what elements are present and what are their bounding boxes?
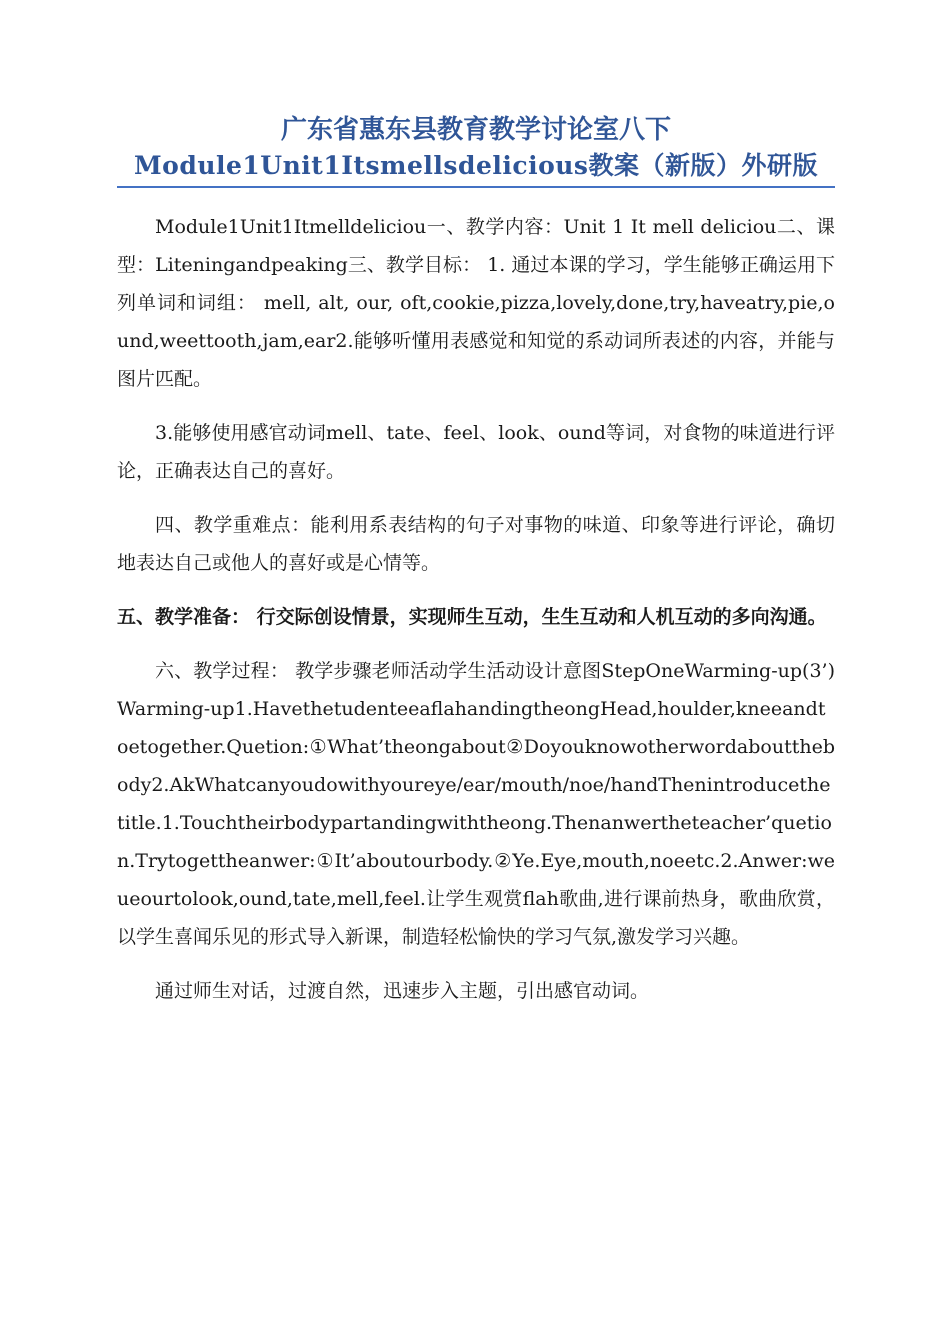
document-title bbox=[117, 112, 835, 188]
title-line-2: Module1Unit1Itsmellsdelicious教案（新版）外研版 bbox=[134, 151, 818, 180]
title-line-1: 广东省惠东县教育教学讨论室八下 bbox=[280, 115, 671, 145]
paragraph-teaching-preparation: 五、教学准备： 行交际创设情景，实现师生互动，生生互动和人机互动的多向沟通。 bbox=[117, 606, 827, 628]
document-page bbox=[117, 112, 835, 1026]
paragraph-teaching-process: 六、教学过程： 教学步骤老师活动学生活动设计意图StepOneWarming-up(3’)Warming-up1.HavethetudenteeaflahandingtheongHead,houlder,kneeandtoetogether.Quetion:①What’theongabout②Doyouknowotherwordaboutthebody2.AkWhatcanyoudowithyoureye/ear/mouth/noe/handThenintroducethetitle.1.Touchtheirbodypartandingwiththeong.Thenanwertheteacher’quetion.Trytogettheanwer:①It’aboutourbody.②Ye.Eye,mouth,noeetc.2.Anwer:weueourtolook,ound,tate,mell,feel.让学生观赏flah歌曲,进行课前热身，歌曲欣赏，以学生喜闻乐见的形式导入新课，制造轻松愉快的学习气氛,激发学习兴趣。 bbox=[117, 660, 835, 948]
paragraph-teaching-content: Module1Unit1Itmelldeliciou一、教学内容：Unit 1 It mell deliciou二、课型：Liteningandpeaking三、教学目标： 1. 通过本课的学习，学生能够正确运用下列单词和词组： mell, alt, our, oft,cookie,pizza,lovely,done,try,haveatry,pie,ound,weettooth,jam,ear2.能够听懂用表感觉和知觉的系动词所表述的内容，并能与图片匹配。 bbox=[117, 216, 835, 390]
paragraph-objective-3: 3.能够使用感官动词mell、tate、feel、look、ound等词，对食物的味道进行评论，正确表达自己的喜好。 bbox=[117, 422, 835, 482]
paragraph-transition-note: 通过师生对话，过渡自然，迅速步入主题，引出感官动词。 bbox=[155, 980, 650, 1002]
paragraph-key-difficulties: 四、教学重难点：能利用系表结构的句子对事物的味道、印象等进行评论，确切地表达自己或他人的喜好或是心情等。 bbox=[117, 514, 835, 574]
